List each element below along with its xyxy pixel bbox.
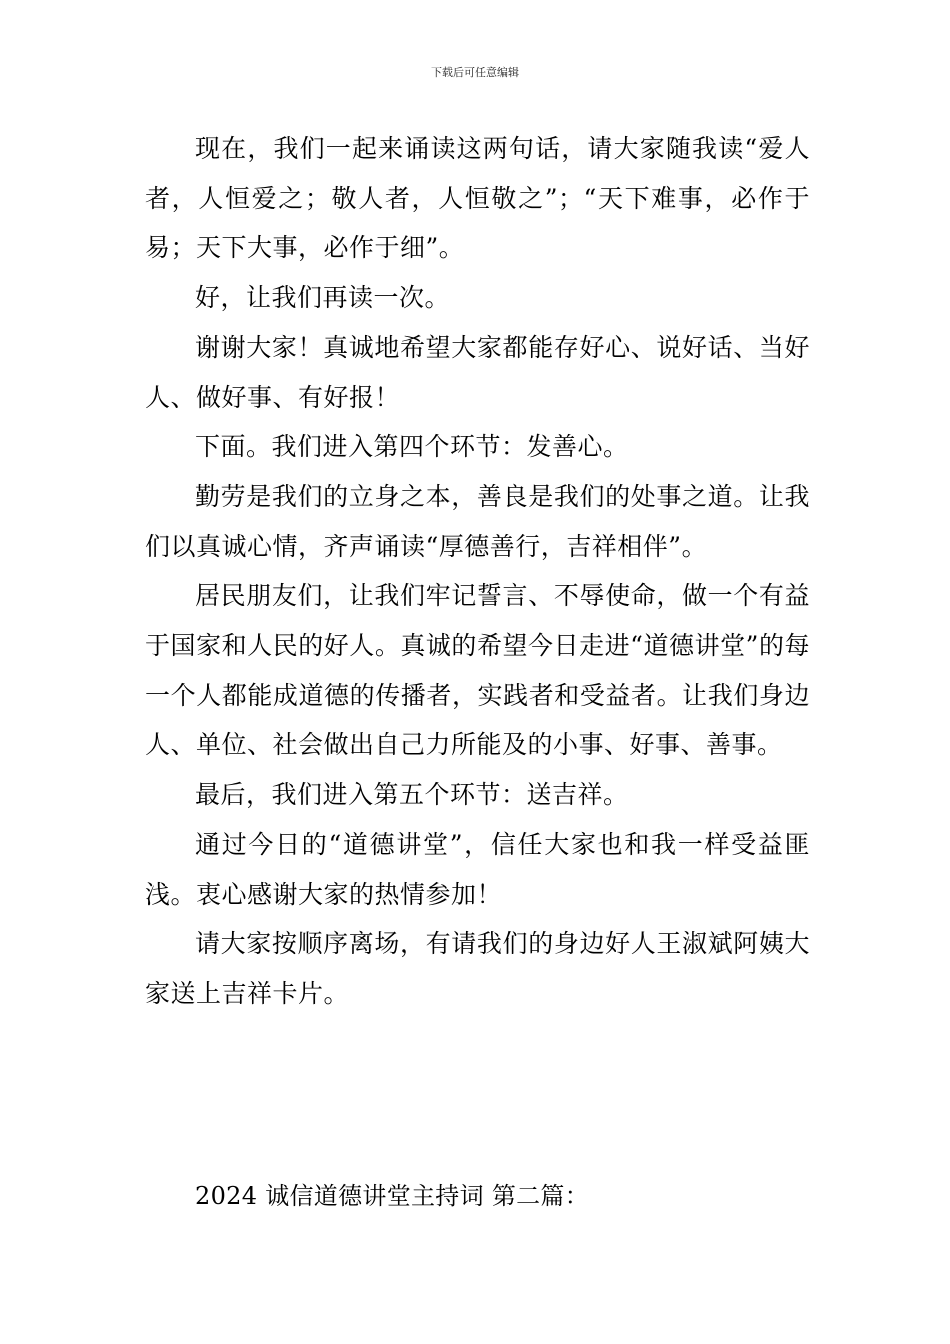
paragraph-recite: 现在，我们一起来诵读这两句话，请大家随我读“爱人者，人恒爱之；敬人者，人恒敬之”；“天下难事，必作于易；天下大事，必作于细”。 (145, 134, 810, 263)
paragraph-section-four: 下面。我们进入第四个环节：发善心。 (195, 432, 629, 462)
document-body (145, 124, 810, 1019)
paragraph-diligence: 勤劳是我们的立身之本，善良是我们的处事之道。让我们以真诚心情，齐声诵读“厚德善行，吉祥相伴”。 (145, 481, 810, 561)
paragraph-section-five: 最后，我们进入第五个环节：送吉祥。 (195, 780, 629, 810)
paragraph-residents: 居民朋友们，让我们牢记誓言、不辱使命，做一个有益于国家和人民的好人。真诚的希望今日走进“道德讲堂”的每一个人都能成道德的传播者，实践者和受益者。让我们身边人、单位、社会做出自己力所能及的小事、好事、善事。 (145, 581, 810, 760)
paragraph-gratitude: 通过今日的“道德讲堂”，信任大家也和我一样受益匪浅。衷心感谢大家的热情参加！ (145, 829, 810, 909)
paragraph-read-again: 好，让我们再读一次。 (195, 283, 451, 313)
paragraph-thanks: 谢谢大家！真诚地希望大家都能存好心、说好话、当好人、做好事、有好报！ (145, 332, 810, 412)
section-title: 2024 诚信道德讲堂主持词 第二篇： (195, 1182, 590, 1210)
page-header-note: 下载后可任意编辑 (431, 66, 519, 79)
paragraph-closing: 请大家按顺序离场，有请我们的身边好人王淑斌阿姨大家送上吉祥卡片。 (145, 929, 810, 1008)
